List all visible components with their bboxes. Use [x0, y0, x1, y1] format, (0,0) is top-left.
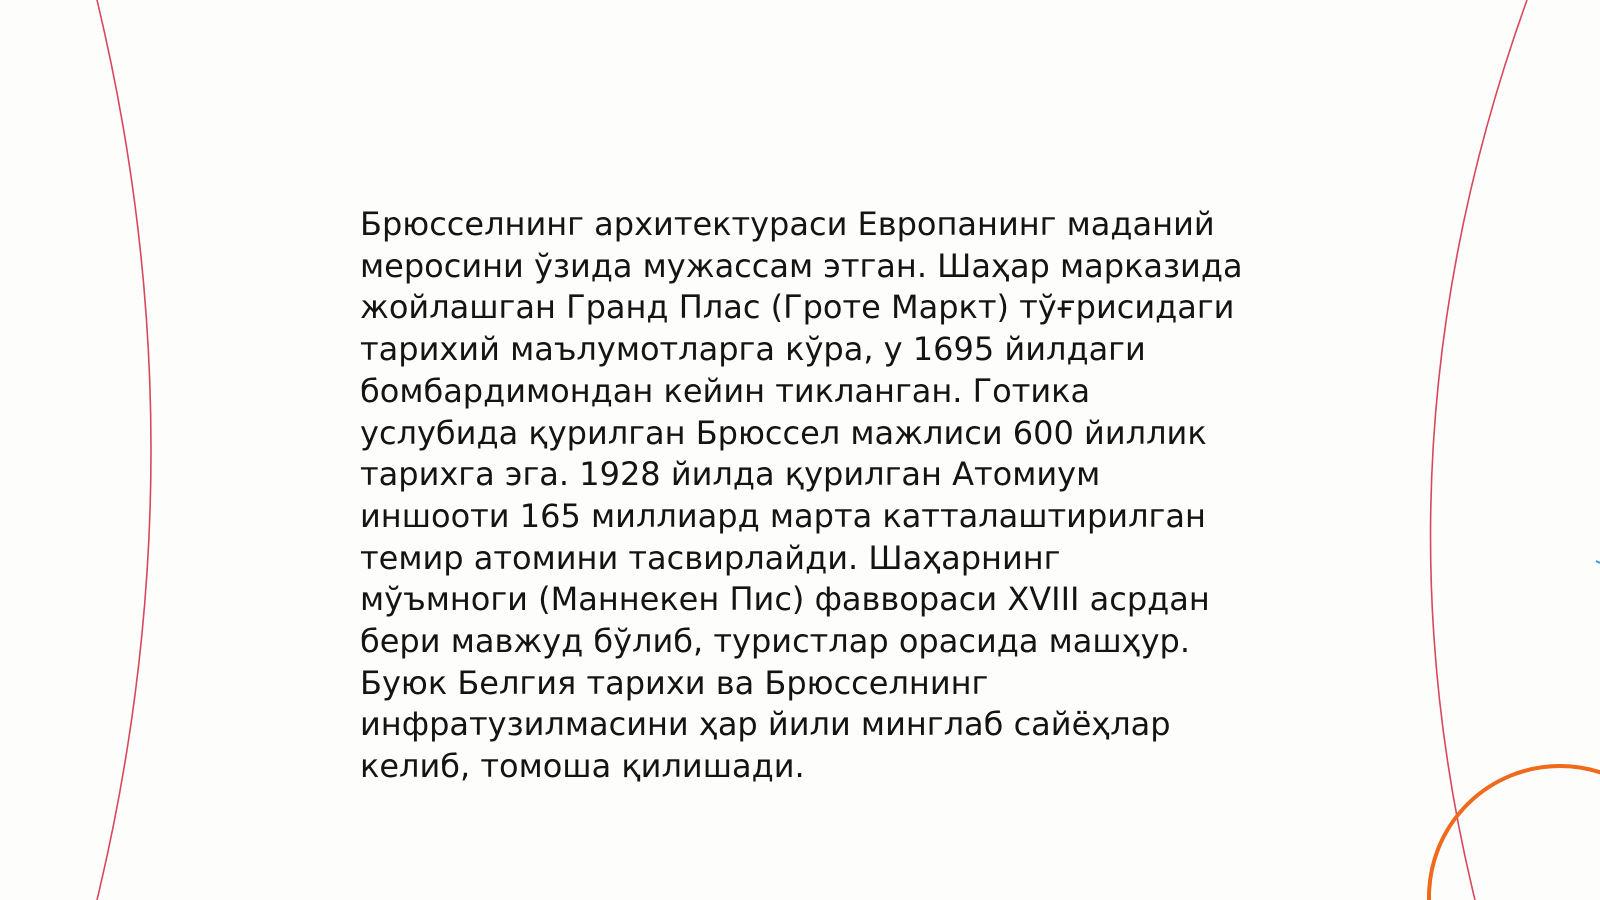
paragraph-line: меросини ўзида мужассам этган. Шаҳар марказида: [360, 246, 1243, 285]
paragraph-line: Брюсселнинг архитектураси Европанинг маданий: [360, 205, 1215, 243]
accent-mark: [1596, 561, 1600, 563]
paragraph-line: келиб, томоша қилишади.: [360, 747, 805, 786]
paragraph-line: Буюк Белгия тарихи ва Брюсселнинг: [360, 663, 989, 702]
paragraph-line: бери мавжуд бўлиб, туристлар орасида машҳур.: [360, 622, 1191, 661]
body-paragraph: [360, 204, 1260, 788]
paragraph-line: жойлашган Гранд Плас (Гроте Маркт) тўғрисидаги: [360, 288, 1235, 327]
paragraph-line: услубида қурилган Брюссел мажлиси 600 йиллик: [360, 413, 1207, 452]
orange-accent-circle: [1429, 766, 1600, 900]
paragraph-line: инфратузилмасини ҳар йили минглаб сайёҳлар: [360, 705, 1171, 744]
paragraph-line: темир атомини тасвирлайди. Шаҳарнинг: [360, 538, 1061, 577]
left-frame-arc: [97, 0, 151, 900]
paragraph-line: бомбардимондан кейин тикланган. Готика: [360, 371, 1091, 410]
paragraph-line: тарихга эга. 1928 йилда қурилган Атомиум: [360, 455, 1101, 494]
right-frame-arc: [1431, 0, 1527, 900]
paragraph-line: иншооти 165 миллиард марта катталаштирилган: [360, 496, 1206, 535]
paragraph-line: тарихий маълумотларга кўра, у 1695 йилдаги: [360, 330, 1146, 369]
paragraph-line: мўъмноги (Маннекен Пис) фаввораси XVIII асрдан: [360, 580, 1210, 619]
